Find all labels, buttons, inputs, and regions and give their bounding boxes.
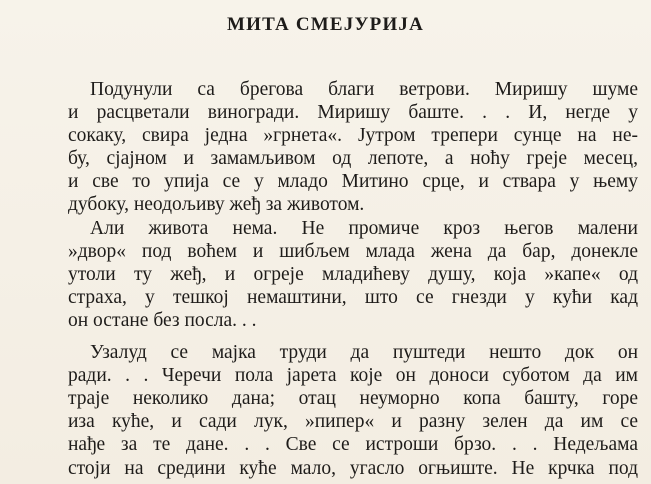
paragraph-gap <box>68 332 638 341</box>
text-line: нађе за те дане. . . Све се истроши брзо. . . Недељама <box>68 434 638 456</box>
text-line: иза куће, и сади лук, »пипер« и разну зелен да им се <box>68 411 638 433</box>
text-line: и расцветали виногради. Миришу баште. . . И, негде у <box>68 102 638 124</box>
text-line: и све то упија се у младо Митино срце, и ствара у њему <box>68 171 638 193</box>
chapter-title: МИТА СМЕЈУРИЈА <box>226 14 425 35</box>
text-line: Подунули са брегова благи ветрови. Миришу шуме <box>90 79 638 100</box>
text-line: утоли ту жеђ, и огреје младићеву душу, која »капе« од <box>68 263 638 285</box>
text-line: дубоку, неодољиву жеђ за животом. <box>68 194 365 216</box>
text-line: стоји на средини куће мало, угасло огњиште. Не крчка под <box>68 457 638 479</box>
body-text <box>68 78 638 480</box>
paragraph-1 <box>68 78 638 217</box>
text-line: бу, сјајном и замамљивом од лепоте, а ноћу греје месец, <box>68 148 638 170</box>
text-line: траје неколико дана; отац неуморно копа башту, горе <box>68 388 638 410</box>
text-line: ради. . . Черечи пола јарета које он доноси суботом да им <box>68 365 638 387</box>
text-line: »двор« под воћем и шибљем млада жена да бар, донекле <box>68 240 638 262</box>
paragraph-2 <box>68 217 638 332</box>
text-line: сокаку, свира једна »грнета«. Јутром трепери сунце на не- <box>68 125 638 147</box>
text-line: Узалуд се мајка труди да пуштеди нешто док он <box>90 342 638 364</box>
text-line: Али живота нема. Не промиче кроз његов малени <box>90 217 638 239</box>
paragraph-3 <box>68 341 638 480</box>
text-line: он остане без посла. . . <box>68 309 257 331</box>
text-line: страха, у тешкој немаштини, што се гнезди у кући кад <box>68 286 638 308</box>
